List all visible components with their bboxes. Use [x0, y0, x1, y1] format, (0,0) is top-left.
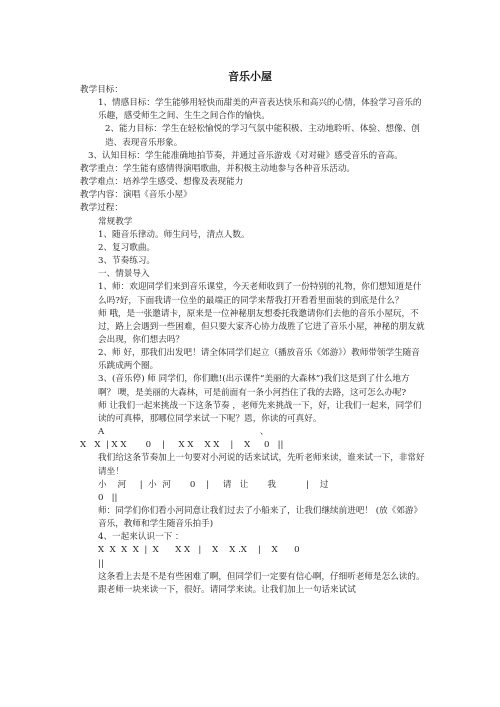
paragraph: 这条看上去是不是有些困难了啊，但同学们一定要有信心啊，仔细听老师是怎么读的。跟老师一块来读一下，很好。请同学来读。让我们加上一句话来试试 [98, 571, 425, 595]
paragraph: 3、(音乐停) 师 同学们，你们瞧!(出示课件“美丽的大森林”)我们这是到了什么地方啊？ 噢，是美丽的大森林，可是前面有一条小河挡住了我的去路，这可怎么办呢? [98, 374, 410, 398]
document-body [80, 84, 425, 597]
list-item: 3、节奏练习。 [98, 256, 156, 267]
paragraph: 1、师：欢迎同学们来到音乐课堂，今天老师收到了一份特别的礼物，你们想知道是什么吗?好，下面我请一位坐的最端正的同学来帮我打开看看里面装的到底是什么？ [98, 282, 422, 306]
paragraph-emotion-goal: 1、情感目标：学生能够用轻快而甜美的声音表达快乐和高兴的心情，体验学习音乐的乐趣，感受师生之间、生生之间合作的愉快。 [98, 98, 422, 122]
paragraph: 师 哦，是一张邀请卡，原来是一位神秘朋友想委托我邀请你们去他的音乐小屋玩，不过，路上会遇到一些困难，但只要大家齐心协力战胜了它进了音乐小屋，神秘的朋友就会出现，你们想去吗？ [98, 308, 425, 345]
rhythm-notation: X X | X X 0 | X X X X | X 0 || [80, 440, 284, 451]
document-title: 音乐小屋 [228, 70, 272, 83]
rhythm-notation: X X X X | X X X | X X .X | X 0 [98, 545, 300, 556]
rhythm-notation-end: || [98, 558, 104, 569]
list-item: 2、复习歌曲。 [98, 242, 156, 253]
paragraph-ability-goal: 2、能力目标：学生在轻松愉悦的学习气氛中能积极、主动地聆听、体验、想像、创造、表现音乐形象。 [105, 124, 420, 148]
list-item: 1、随音乐律动。师生问号，清点人数。 [98, 229, 250, 240]
paragraph-content: 教学内容：演唱《音乐小屋》 [80, 190, 192, 201]
rhythm-notation-end: 0 || [98, 492, 118, 503]
paragraph: 师 让我们一起来挑战一下这条节奏 ，老师先来挑战一下，好，让我们一起来，同学们读的可真棒，那哪位同学来试一下呢？恩，你读的可真好。 [98, 400, 422, 424]
paragraph-key-points: 教学重点：学生能有感情得演唱歌曲，并积极主动地参与各种音乐活动。 [80, 163, 356, 174]
paragraph-difficulties: 教学难点：培养学生感受、想像及表现能力 [80, 177, 244, 188]
rhythm-lyrics: 小 河 | 小 河 0 | 请 让 我 | 过 [98, 479, 329, 490]
list-heading-routine: 常规教学 [98, 216, 133, 227]
paragraph-cognitive-goal: 3、认知目标：学生能准确地拍节奏，并通过音乐游戏《对对碰》感受音乐的音高。 [88, 150, 403, 161]
paragraph: 我们给这条节奏加上一句要对小河说的话来试试，先听老师来读，谁来试一下，非常好请坐！ [98, 453, 425, 477]
section-heading-objectives: 教学目标： [80, 85, 123, 95]
section-heading-intro: 一、情景导入 [98, 269, 150, 280]
section-heading-process: 教学过程： [80, 203, 123, 214]
paragraph: 师：同学们你们看小河同意让我们过去了小船来了，让我们继续前进吧！ (放《郊游》音乐，教师和学生随音乐拍手) [98, 506, 423, 530]
paragraph: 2、师 好，那我们出发吧！请全体同学们起立（播放音乐《郊游》）教师带领学生随音乐跳成两个圈。 [98, 348, 420, 372]
list-item: 4、一起来认识一下 ： [98, 532, 184, 543]
rhythm-label: A 、 [98, 427, 269, 438]
